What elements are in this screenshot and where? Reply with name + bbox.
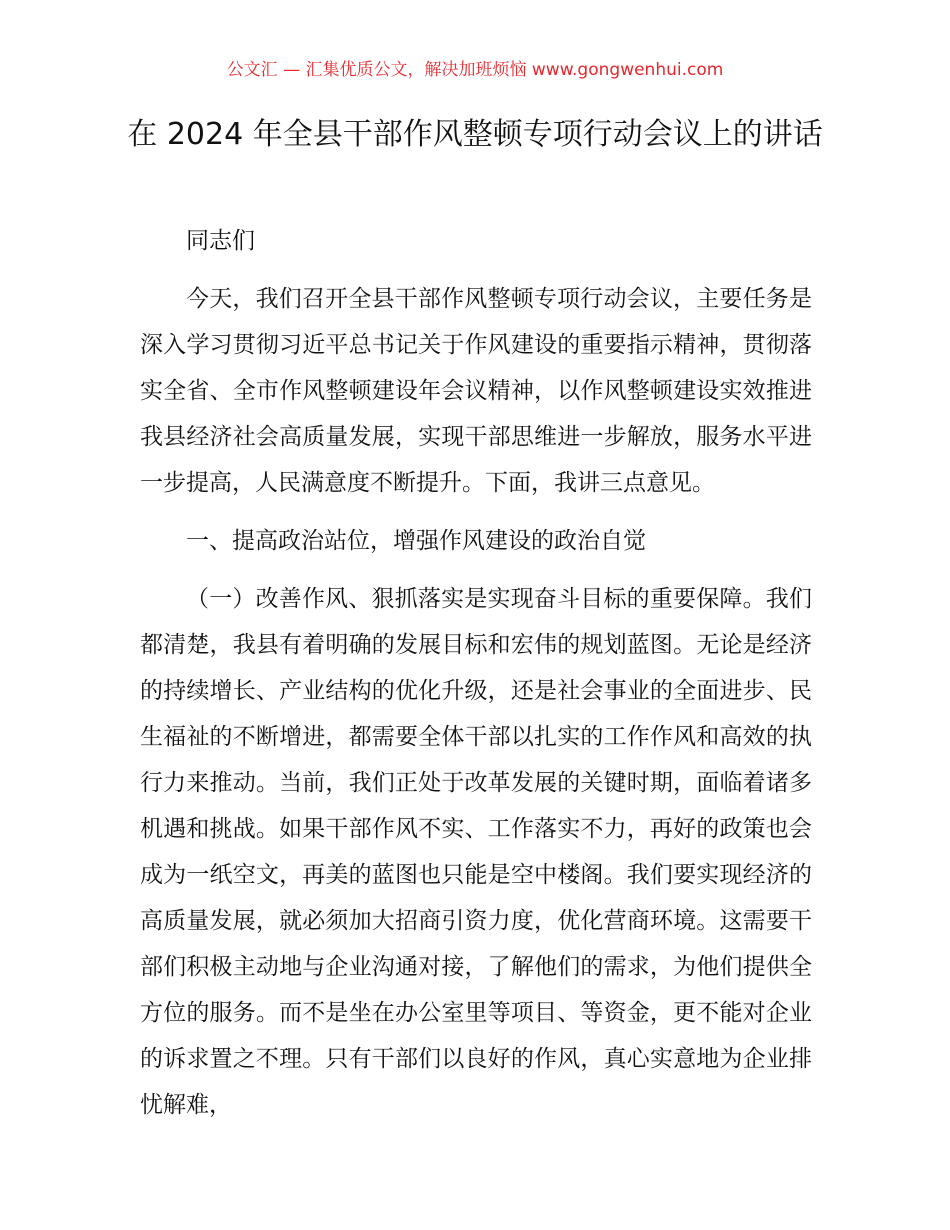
document-title: 在 2024 年全县干部作风整顿专项行动会议上的讲话 [127,117,823,152]
section-heading-1: 一、提高政治站位，增强作风建设的政治自觉 [186,528,646,554]
site-banner: 公文汇 — 汇集优质公文，解决加班烦恼 www.gongwenhui.com [226,60,724,80]
document-body [140,218,812,1140]
paragraph-intro: 今天，我们召开全县干部作风整顿专项行动会议，主要任务是深入学习贯彻习近平总书记关于作风建设的重要指示精神，贯彻落实全省、全市作风整顿建设年会议精神，以作风整顿建设实效推进我县经济社会高质量发展，实现干部思维进一步解放，服务水平进一步提高，人民满意度不断提升。下面，我讲三点意见。 [140,286,812,496]
paragraph-subsection-1: （一）改善作风、狠抓落实是实现奋斗目标的重要保障。我们都清楚，我县有着明确的发展目标和宏伟的规划蓝图。无论是经济的持续增长、产业结构的优化升级，还是社会事业的全面进步、民生福祉的不断增进，都需要全体干部以扎实的工作作风和高效的执行力来推动。当前，我们正处于改革发展的关键时期，面临着诸多机遇和挑战。如果干部作风不实、工作落实不力，再好的政策也会成为一纸空文，再美的蓝图也只能是空中楼阁。我们要实现经济的高质量发展，就必须加大招商引资力度，优化营商环境。这需要干部们积极主动地与企业沟通对接，了解他们的需求，为他们提供全方位的服务。而不是坐在办公室里等项目、等资金，更不能对企业的诉求置之不理。只有干部们以良好的作风，真心实意地为企业排忧解难， [140,586,812,1118]
salutation: 同志们 [186,228,255,254]
